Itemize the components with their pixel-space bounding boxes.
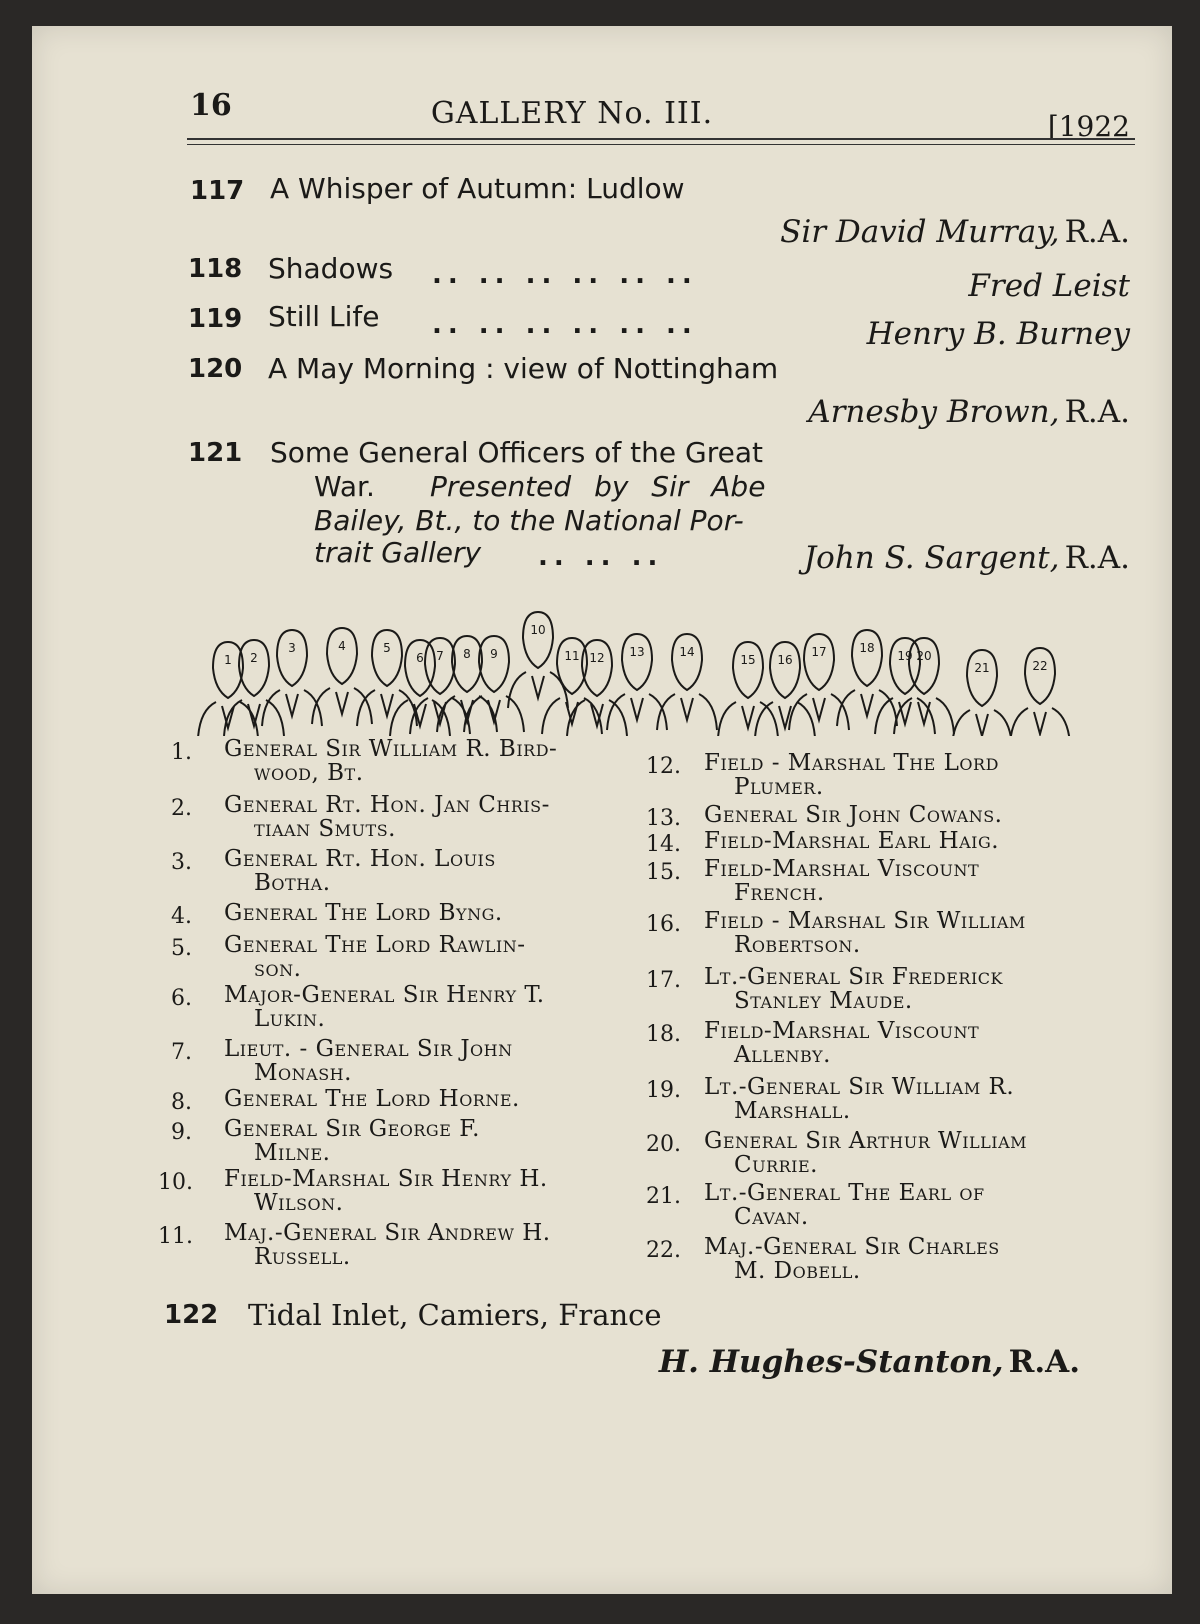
entry-artist-line <box>804 540 1130 576</box>
legend-name-continued: Allenby. <box>734 1042 831 1068</box>
figure-label: 18 <box>859 641 875 655</box>
figure-label: 2 <box>250 651 258 665</box>
figure-label: 5 <box>383 641 391 655</box>
legend-name: Field-Marshal Sir Henry H. <box>224 1166 548 1192</box>
figure-body-outline <box>837 690 897 726</box>
legend-name-continued: tiaan Smuts. <box>254 816 396 842</box>
legend-name: Field - Marshal The Lord <box>704 750 999 776</box>
catalogue-page <box>32 26 1172 1594</box>
leader-dots: .. .. .. .. .. .. <box>432 260 698 290</box>
legend-number: 8. <box>171 1090 192 1115</box>
page-title: GALLERY No. III. <box>430 96 714 131</box>
entry-title: Shadows <box>268 252 394 285</box>
legend-name: General Sir George F. <box>224 1116 480 1142</box>
figure-label: 4 <box>338 639 346 653</box>
legend-name: General Sir William R. Bird- <box>224 736 558 762</box>
figure-head-outline <box>672 634 702 690</box>
legend-name-continued: Botha. <box>254 870 331 896</box>
figure-14 <box>657 634 717 730</box>
legend-name: General The Lord Rawlin- <box>224 932 526 958</box>
entry-artist: H. Hughes-Stanton, <box>658 1344 1004 1380</box>
figure-head-outline <box>479 636 509 692</box>
legend-number: 18. <box>646 1022 681 1047</box>
legend-name-continued: son. <box>254 956 302 982</box>
figure-head-outline <box>452 636 482 692</box>
legend-name: General Rt. Hon. Louis <box>224 846 496 872</box>
legend-number: 5. <box>171 936 192 961</box>
legend-name-continued: Robertson. <box>734 932 861 958</box>
legend-number: 11. <box>158 1224 193 1249</box>
legend-name-continued: Monash. <box>254 1060 352 1086</box>
legend-number: 13. <box>646 806 681 831</box>
legend-name-continued: Wilson. <box>254 1190 344 1216</box>
entry-title: Tidal Inlet, Camiers, France <box>248 1298 662 1332</box>
figure-head-outline <box>1025 648 1055 704</box>
entry-number: 120 <box>188 354 243 384</box>
legend-name: Field-Marshal Earl Haig. <box>704 828 1000 854</box>
legend-number: 3. <box>171 850 192 875</box>
figure-15 <box>718 642 778 736</box>
legend-number: 4. <box>171 904 192 929</box>
entry-artist-line <box>659 1344 1080 1380</box>
entry-artist-suffix: R.A. <box>1008 1344 1080 1380</box>
header-rule-top <box>187 138 1135 140</box>
entry-number: 122 <box>164 1300 219 1330</box>
entry-artist-suffix: R.A. <box>1064 540 1130 576</box>
figure-head-outline <box>523 612 553 668</box>
figure-label: 1 <box>224 653 232 667</box>
figure-label: 3 <box>288 641 296 655</box>
legend-name: Lt.-General The Earl of <box>704 1180 985 1206</box>
figure-label: 17 <box>811 645 827 659</box>
legend-name-continued: Russell. <box>254 1244 351 1270</box>
figure-body-outline <box>952 710 1012 736</box>
figure-label: 15 <box>740 653 756 667</box>
legend-name-continued: Lukin. <box>254 1006 326 1032</box>
legend-number: 16. <box>646 912 681 937</box>
legend-name: General The Lord Horne. <box>224 1086 520 1112</box>
entry-artist-suffix: R.A. <box>1064 214 1130 250</box>
figure-head-outline <box>277 630 307 686</box>
figure-label: 7 <box>436 649 444 663</box>
entry-title: A May Morning : view of Nottingham <box>268 352 779 385</box>
figure-head-outline <box>804 634 834 690</box>
legend-name: General Sir John Cowans. <box>704 802 1003 828</box>
entry-title: Still Life <box>268 300 380 333</box>
figure-2 <box>224 640 284 736</box>
figure-body-outline <box>357 690 417 726</box>
entry-artist: Fred Leist <box>968 268 1130 304</box>
legend-name-continued: Stanley Maude. <box>734 988 913 1014</box>
entry-artist-line <box>808 394 1130 430</box>
legend-name-continued: Milne. <box>254 1140 331 1166</box>
legend-number: 21. <box>646 1184 681 1209</box>
legend-number: 6. <box>171 986 192 1011</box>
legend-number: 2. <box>171 796 192 821</box>
figure-body-outline <box>755 702 815 736</box>
header-rule-bottom <box>187 144 1135 145</box>
entry-number: 118 <box>188 254 243 284</box>
legend-number: 10. <box>158 1170 193 1195</box>
entry-artist: Sir David Murray, <box>780 214 1060 250</box>
legend-name: Lieut. - General Sir John <box>224 1036 513 1062</box>
entry-note: Bailey, Bt., to the National Por- <box>314 504 744 537</box>
figure-body-outline <box>718 702 778 736</box>
legend-name-continued: French. <box>734 880 825 906</box>
legend-name-continued: wood, Bt. <box>254 760 364 786</box>
legend-number: 9. <box>171 1120 192 1145</box>
figure-label: 16 <box>777 653 793 667</box>
legend-name: General Rt. Hon. Jan Chris- <box>224 792 550 818</box>
figure-label: 14 <box>679 645 695 659</box>
figure-4 <box>312 628 372 724</box>
figure-label: 11 <box>564 649 580 663</box>
figure-head-outline <box>372 630 402 686</box>
figure-head-outline <box>770 642 800 698</box>
figure-10 <box>508 612 568 708</box>
figure-label: 13 <box>629 645 645 659</box>
legend-number: 20. <box>646 1132 681 1157</box>
figure-label: 6 <box>416 651 424 665</box>
legend-number: 1. <box>171 740 192 765</box>
figure-1 <box>198 642 258 736</box>
figure-head-outline <box>622 634 652 690</box>
legend-number: 15. <box>646 860 681 885</box>
figure-head-outline <box>967 650 997 706</box>
entry-title-continued: War. <box>314 470 375 503</box>
legend-number: 22. <box>646 1238 681 1263</box>
legend-number: 7. <box>171 1040 192 1065</box>
figure-label: 9 <box>490 647 498 661</box>
figure-head-outline <box>327 628 357 684</box>
legend-name: Field-Marshal Viscount <box>704 856 980 882</box>
legend-name: Lt.-General Sir Frederick <box>704 964 1003 990</box>
figure-21 <box>952 650 1012 736</box>
figure-16 <box>755 642 815 736</box>
figure-head-outline <box>405 640 435 696</box>
entry-artist-line <box>780 214 1130 250</box>
legend-name-continued: Plumer. <box>734 774 824 800</box>
figure-label: 10 <box>530 623 546 637</box>
entry-title: A Whisper of Autumn: Ludlow <box>270 172 685 205</box>
legend-name: Lt.-General Sir William R. <box>704 1074 1015 1100</box>
page-year: [1922 <box>1047 110 1130 143</box>
figure-label: 19 <box>897 649 913 663</box>
legend-number: 14. <box>646 832 681 857</box>
legend-name: Field-Marshal Viscount <box>704 1018 980 1044</box>
entry-artist-suffix: R.A. <box>1064 394 1130 430</box>
leader-dots: .. .. .. .. .. .. <box>432 310 698 340</box>
figure-head-outline <box>733 642 763 698</box>
leader-dots: .. .. .. <box>538 542 664 572</box>
portrait-key-figure <box>182 586 1082 736</box>
figure-label: 20 <box>916 649 932 663</box>
legend-number: 19. <box>646 1078 681 1103</box>
legend-name-continued: M. Dobell. <box>734 1258 861 1284</box>
page-number: 16 <box>190 88 232 123</box>
legend-name-continued: Currie. <box>734 1152 818 1178</box>
figure-label: 21 <box>974 661 990 675</box>
legend-number: 12. <box>646 754 681 779</box>
entry-artist: Arnesby Brown, <box>808 394 1060 430</box>
legend-name: Maj.-General Sir Andrew H. <box>224 1220 551 1246</box>
entry-number: 119 <box>188 304 243 334</box>
legend-name-continued: Marshall. <box>734 1098 851 1124</box>
figure-body-outline <box>1010 708 1070 736</box>
entry-note: trait Gallery <box>314 536 482 569</box>
entry-artist: John S. Sargent, <box>803 540 1060 576</box>
entry-note: Presented by Sir Abe <box>430 470 766 503</box>
figure-label: 8 <box>463 647 471 661</box>
legend-number: 17. <box>646 968 681 993</box>
legend-name-continued: Cavan. <box>734 1204 809 1230</box>
figure-body-outline <box>567 700 627 736</box>
entry-number: 121 <box>188 438 243 468</box>
figure-label: 22 <box>1032 659 1048 673</box>
entry-artist: Henry B. Burney <box>866 316 1130 352</box>
legend-name: Major-General Sir Henry T. <box>224 982 545 1008</box>
figure-13 <box>607 634 667 730</box>
legend-name: Maj.-General Sir Charles <box>704 1234 1000 1260</box>
entry-number: 117 <box>190 176 245 206</box>
entry-title: Some General Officers of the Great <box>270 436 763 469</box>
legend-name: Field - Marshal Sir William <box>704 908 1026 934</box>
figure-22 <box>1010 648 1070 736</box>
legend-name: General Sir Arthur William <box>704 1128 1028 1154</box>
figure-head-outline <box>852 630 882 686</box>
legend-name: General The Lord Byng. <box>224 900 503 926</box>
figure-label: 12 <box>589 651 605 665</box>
